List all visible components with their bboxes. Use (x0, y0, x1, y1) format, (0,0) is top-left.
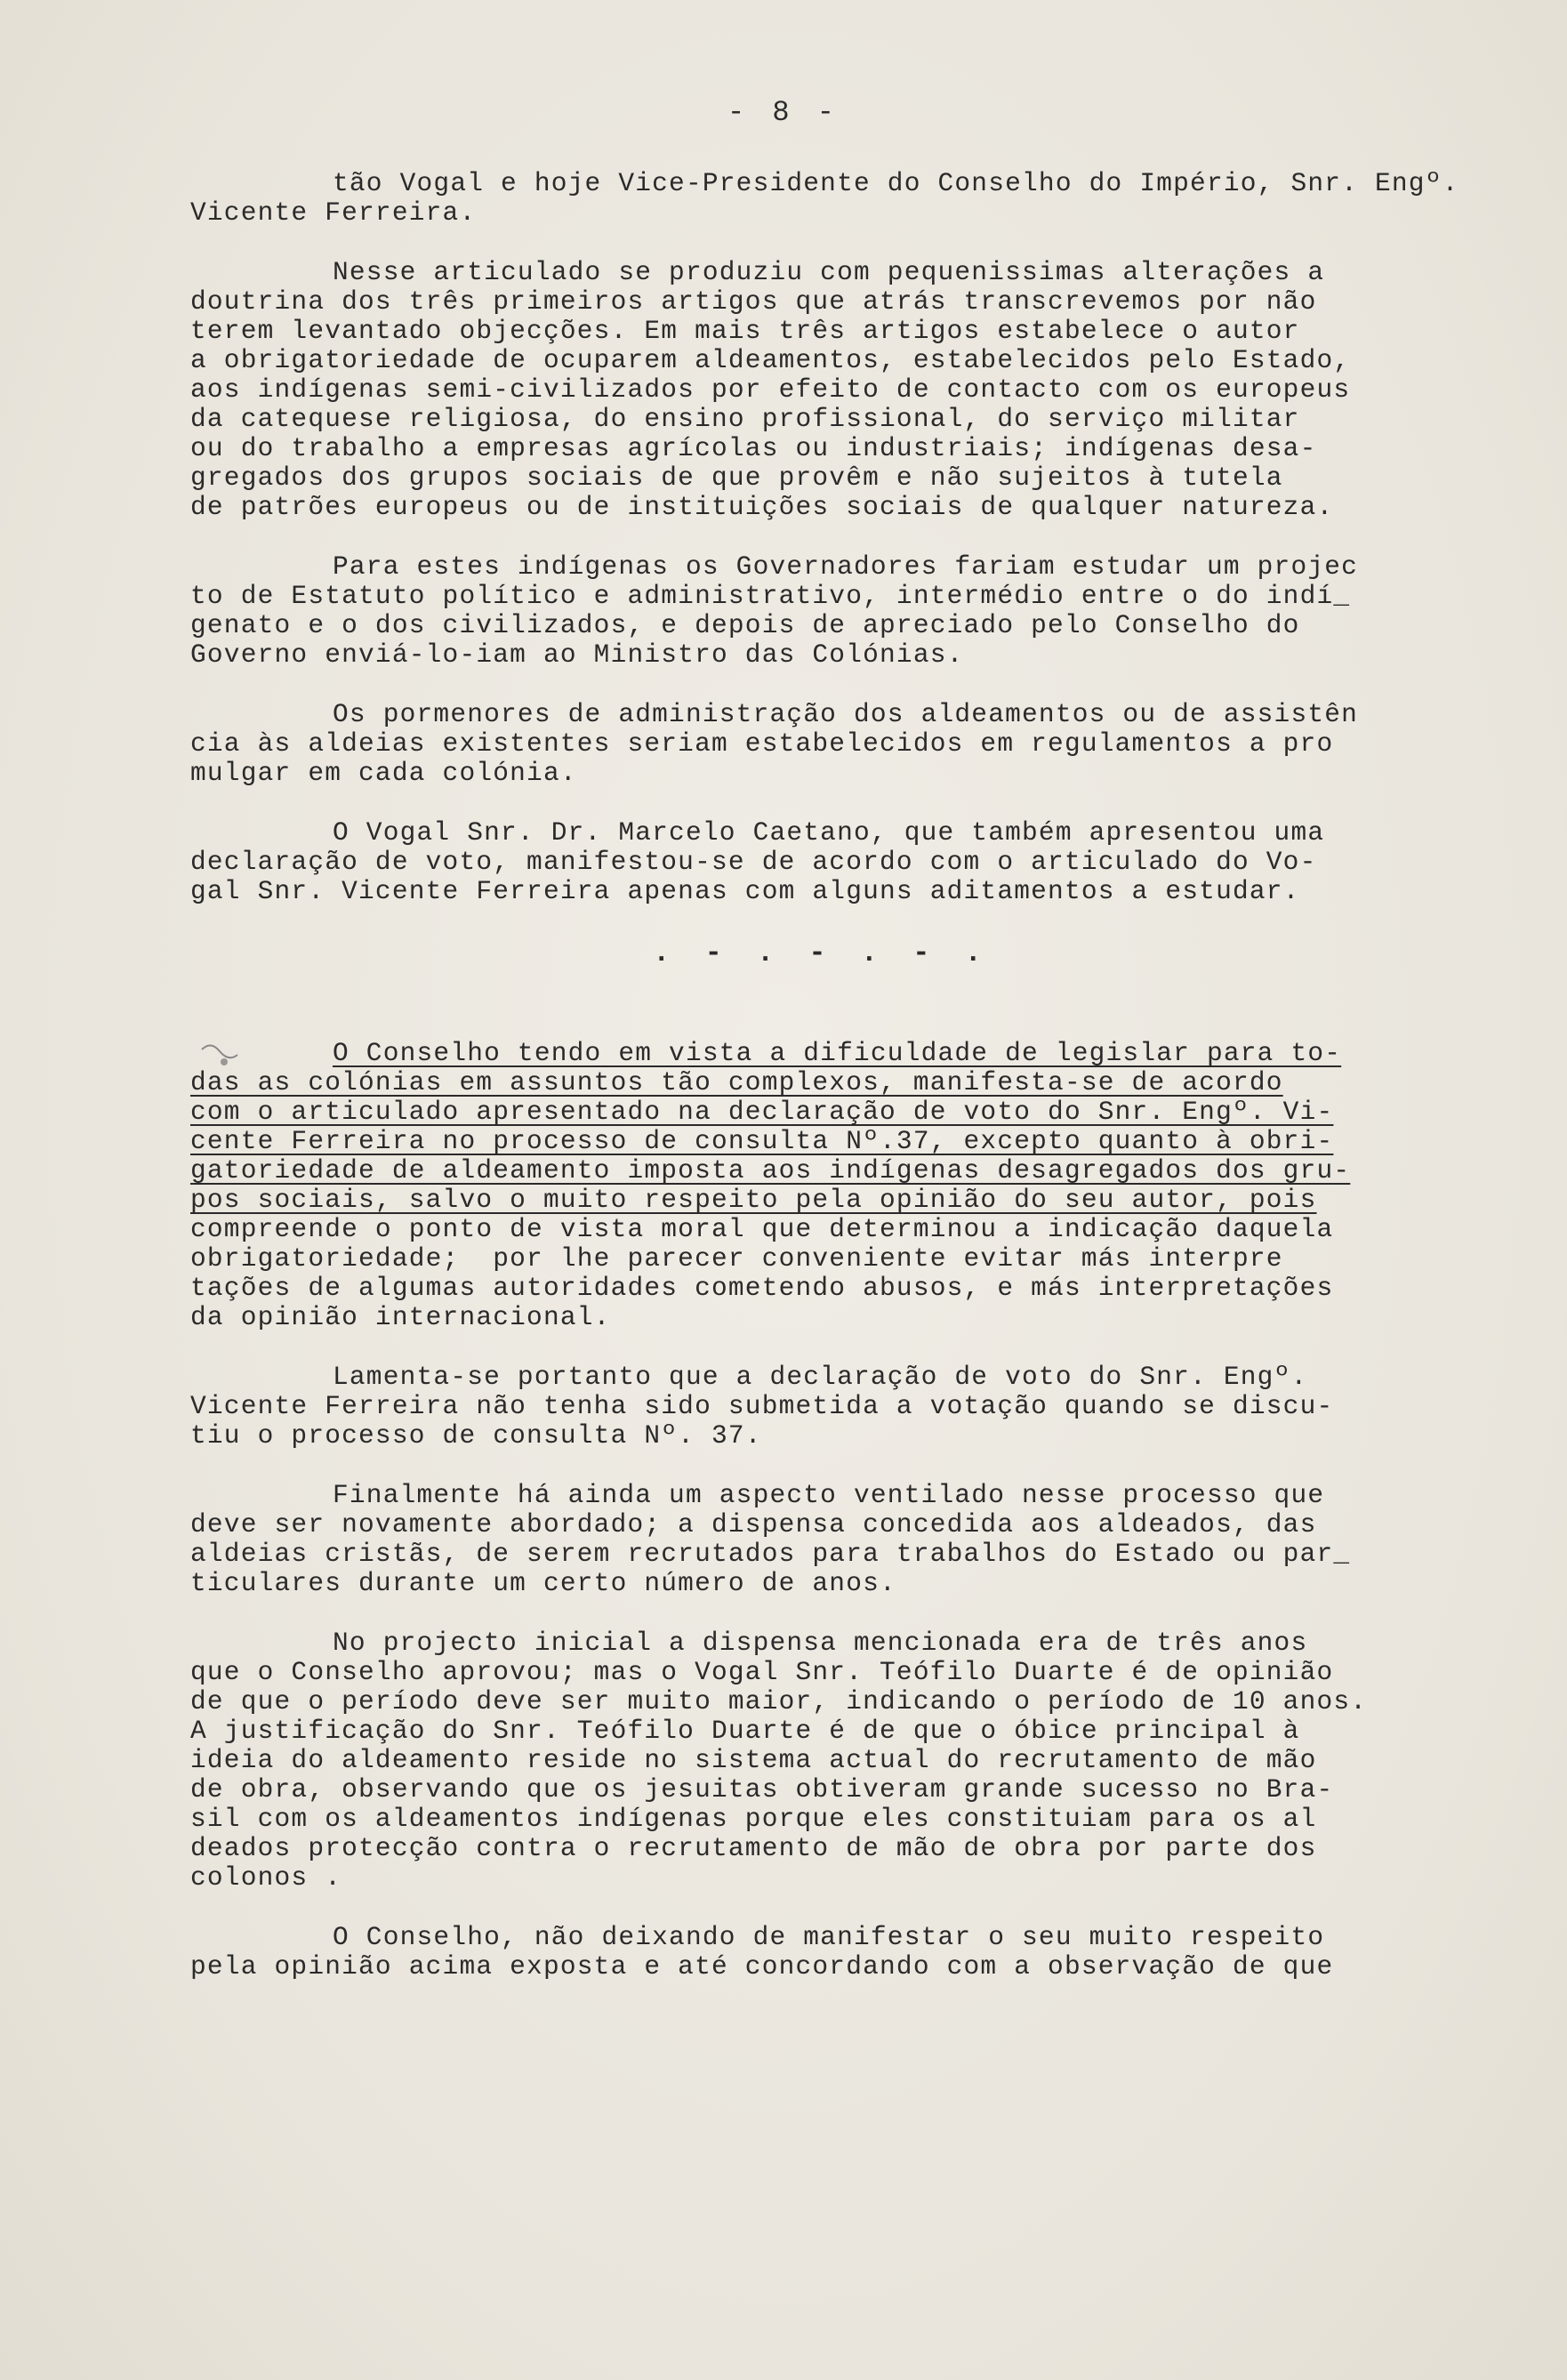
paragraph (190, 700, 1453, 788)
text-line: das as colónias em assuntos tão complexos, manifesta-se de acordo (190, 1067, 1283, 1098)
text-line: gal Snr. Vicente Ferreira apenas com alguns aditamentos a estudar. (190, 876, 1300, 906)
text-line: Nesse articulado se produziu com pequenissimas alterações a (333, 257, 1325, 287)
text-line: Finalmente há ainda um aspecto ventilado nesse processo que (333, 1480, 1325, 1510)
text-line: genato e o dos civilizados, e depois de apreciado pelo Conselho do (190, 610, 1300, 640)
text-line: declaração de voto, manifestou-se de acordo com o articulado do Vo- (190, 847, 1317, 877)
text-line: doutrina dos três primeiros artigos que atrás transcrevemos por não (190, 286, 1317, 317)
text-line: compreende o ponto de vista moral que determinou a indicação daquela (190, 1214, 1334, 1244)
document-body (190, 168, 1459, 2012)
paragraph (190, 1039, 1453, 1332)
text-line: ticulares durante um certo número de anos. (190, 1568, 896, 1598)
text-line: a obrigatoriedade de ocuparem aldeamentos, estabelecidos pelo Estado, (190, 345, 1351, 375)
text-line: deve ser novamente abordado; a dispensa concedida aos aldeados, das (190, 1509, 1317, 1540)
text-line: Vicente Ferreira. (190, 197, 477, 228)
paragraph (190, 1923, 1453, 1982)
text-line: pos sociais, salvo o muito respeito pela opinião do seu autor, pois (190, 1185, 1317, 1215)
text-line: de que o período deve ser muito maior, indicando o período de 10 anos. (190, 1686, 1368, 1717)
text-line: ou do trabalho a empresas agrícolas ou industriais; indígenas desa- (190, 433, 1317, 463)
paragraphs-before-separator (190, 168, 1459, 906)
text-line: da opinião internacional. (190, 1302, 611, 1332)
text-line: tiu o processo de consulta Nº. 37. (190, 1420, 762, 1451)
text-line: aldeias cristãs, de serem recrutados para trabalhos do Estado ou par_ (190, 1539, 1351, 1569)
text-line: to de Estatuto político e administrativo, intermédio entre o do indí_ (190, 581, 1351, 611)
text-line: tações de algumas autoridades cometendo abusos, e más interpretações (190, 1273, 1334, 1303)
text-line: ideia do aldeamento reside no sistema actual do recrutamento de mão (190, 1745, 1317, 1775)
text-line: sil com os aldeamentos indígenas porque eles constituiam para os al (190, 1804, 1317, 1834)
section-separator: . - . - . - . (653, 937, 991, 969)
text-line: pela opinião acima exposta e até concordando com a observação de que (190, 1951, 1334, 1982)
text-line: de obra, observando que os jesuitas obtiveram grande sucesso no Bra- (190, 1774, 1334, 1805)
text-line: tão Vogal e hoje Vice-Presidente do Conselho do Império, Snr. Engº. (333, 168, 1459, 198)
paragraph (190, 818, 1453, 906)
text-line: mulgar em cada colónia. (190, 758, 577, 788)
paragraph (190, 168, 1459, 228)
ink-smudge-mark (197, 1032, 242, 1076)
text-line: Vicente Ferreira não tenha sido submetida a votação quando se discu- (190, 1391, 1334, 1421)
text-line: A justificação do Snr. Teófilo Duarte é de que o óbice principal à (190, 1716, 1300, 1746)
text-line: Governo enviá-lo-iam ao Ministro das Colónias. (190, 639, 964, 670)
paragraph (190, 1363, 1453, 1451)
text-line: Para estes indígenas os Governadores fariam estudar um projec (333, 551, 1359, 582)
page-number: - 8 - (727, 96, 840, 129)
text-line: No projecto inicial a dispensa mencionada era de três anos (333, 1628, 1308, 1658)
paragraph (190, 258, 1453, 522)
text-line: obrigatoriedade; por lhe parecer conveniente evitar más interpre (190, 1243, 1283, 1274)
text-line: Os pormenores de administração dos aldeamentos ou de assistên (333, 699, 1359, 729)
text-line: aos indígenas semi-civilizados por efeito de contacto com os europeus (190, 374, 1351, 405)
text-line: com o articulado apresentado na declaração de voto do Snr. Engº. Vi- (190, 1097, 1334, 1127)
text-line: terem levantado objecções. Em mais três artigos estabelece o autor (190, 316, 1300, 346)
text-line: de patrões europeus ou de instituições sociais de qualquer natureza. (190, 492, 1334, 522)
text-line: gatoriedade de aldeamento imposta aos indígenas desagregados dos gru- (190, 1155, 1351, 1186)
text-line: cia às aldeias existentes seriam estabelecidos em regulamentos a pro (190, 728, 1334, 759)
paragraph (190, 1628, 1453, 1893)
paragraph (190, 552, 1453, 670)
text-line: O Conselho, não deixando de manifestar o seu muito respeito (333, 1922, 1325, 1952)
text-line: O Conselho tendo em vista a dificuldade de legislar para to- (333, 1038, 1342, 1068)
text-line: da catequese religiosa, do ensino profissional, do serviço militar (190, 404, 1300, 434)
text-line: que o Conselho aprovou; mas o Vogal Snr. Teófilo Duarte é de opinião (190, 1657, 1334, 1687)
paragraph (190, 1481, 1453, 1598)
text-line: deados protecção contra o recrutamento de mão de obra por parte dos (190, 1833, 1317, 1863)
text-line: colonos . (190, 1862, 342, 1893)
text-line: gregados dos grupos sociais de que provêm e não sujeitos à tutela (190, 462, 1283, 493)
text-line: O Vogal Snr. Dr. Marcelo Caetano, que também apresentou uma (333, 817, 1325, 848)
text-line: cente Ferreira no processo de consulta Nº.37, excepto quanto à obri- (190, 1126, 1334, 1156)
paragraphs-after-separator (190, 1039, 1453, 1982)
text-line: Lamenta-se portanto que a declaração de voto do Snr. Engº. (333, 1362, 1308, 1392)
